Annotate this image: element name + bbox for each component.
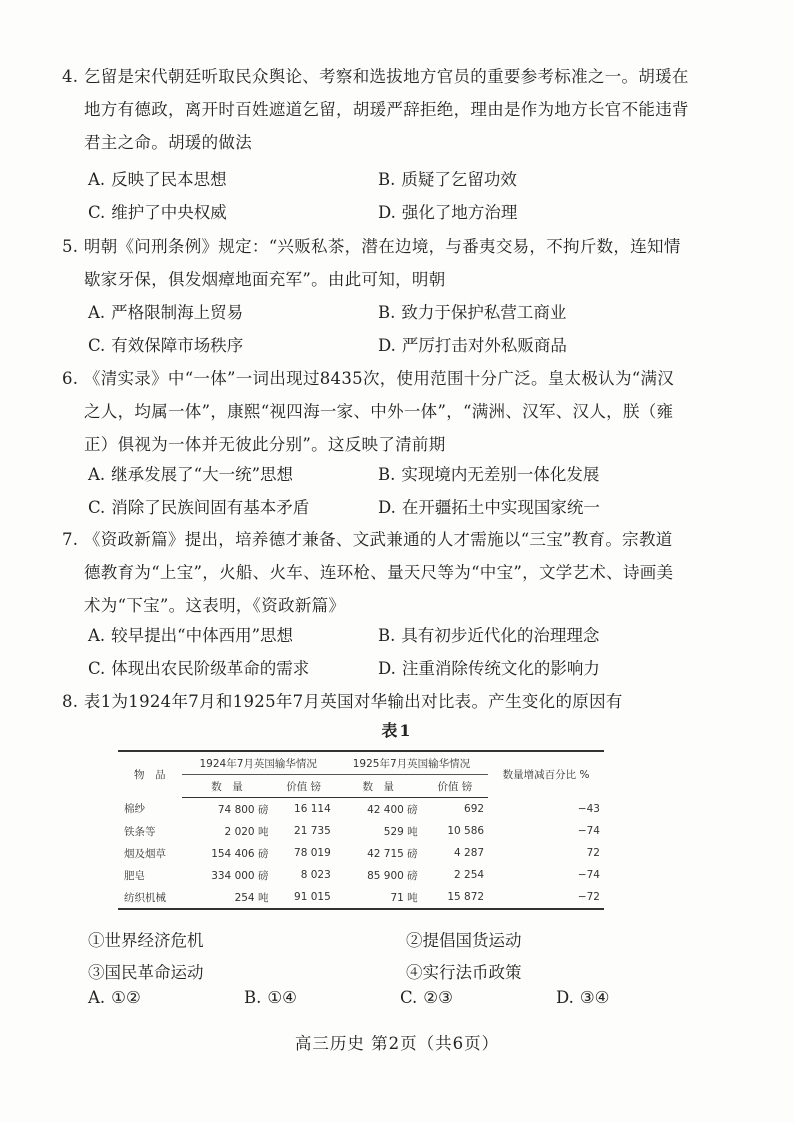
cell-value-1924: 21 735: [294, 825, 331, 837]
cell-qty-1924: 334 000 磅: [211, 869, 269, 882]
option-letter: A.: [88, 465, 106, 484]
cell-qty-1925: 529 吨: [383, 825, 418, 838]
option-d[interactable]: [378, 329, 668, 362]
cell-value-1925: 2 254: [454, 869, 485, 881]
cell-qty-1925: 42 400 磅: [367, 803, 418, 816]
option-text: ①④: [267, 988, 297, 1007]
option-text: ①②: [111, 988, 141, 1007]
header-group-1924: 1924年7月英国输华情况: [182, 751, 335, 775]
option-c[interactable]: [88, 196, 378, 229]
header-change: 数量增减百分比 %: [488, 751, 604, 798]
option-letter: C.: [88, 336, 106, 355]
cell-value-1924: 78 019: [294, 847, 331, 859]
option-text: 有效保障市场秩序: [111, 336, 244, 355]
question-number: 8.: [62, 692, 79, 711]
option-a[interactable]: [88, 619, 378, 652]
export-comparison-table: [118, 750, 604, 910]
option-text: 消除了民族间固有基本矛盾: [111, 498, 310, 517]
cell-value-1925: 4 287: [454, 847, 485, 859]
option-letter: A.: [88, 626, 106, 645]
option-letter: D.: [556, 988, 574, 1007]
table-row: [118, 886, 604, 909]
choice-2: ②提倡国货运动: [406, 931, 522, 950]
question-7-line-3: 术为“下宝”。这表明，《资政新篇》: [84, 596, 346, 615]
question-5-options: [88, 296, 668, 362]
question-5-line-2: 歇家牙保，俱发烟瘴地面充军”。由此可知，明朝: [84, 270, 446, 289]
option-d[interactable]: [378, 491, 668, 524]
question-8-options: [88, 988, 712, 1007]
question-4-line-1: [62, 60, 702, 93]
question-4-options: [88, 163, 668, 229]
option-c[interactable]: [88, 329, 378, 362]
option-letter: C.: [400, 988, 418, 1007]
option-letter: D.: [378, 336, 396, 355]
question-5: [62, 230, 702, 296]
table-row: [118, 798, 604, 821]
option-text: 致力于保护私营工商业: [401, 303, 567, 322]
option-b[interactable]: [378, 619, 668, 652]
option-text: 严厉打击对外私贩商品: [401, 336, 567, 355]
option-letter: C.: [88, 659, 106, 678]
cell-change: −74: [577, 869, 600, 881]
question-4: [62, 60, 702, 159]
cell-change: 72: [586, 847, 600, 859]
option-text: ②③: [423, 988, 453, 1007]
option-letter: B.: [378, 465, 396, 484]
option-text: 体现出农民阶级革命的需求: [111, 659, 310, 678]
question-7-line-1: [62, 523, 702, 556]
option-letter: A.: [88, 170, 106, 189]
option-text: 具有初步近代化的治理理念: [401, 626, 600, 645]
option-b[interactable]: [378, 296, 668, 329]
option-d[interactable]: [556, 988, 712, 1007]
option-text: 注重消除传统文化的影响力: [401, 659, 600, 678]
question-text: 明朝《问刑条例》规定：“兴贩私茶，潜在边境，与番夷交易，不拘斤数，连知情: [83, 237, 681, 256]
option-text: 严格限制海上贸易: [111, 303, 244, 322]
cell-qty-1924: 254 吨: [182, 886, 273, 909]
question-7: [62, 523, 702, 622]
header-value-1924: 价值 镑: [272, 775, 334, 798]
option-letter: B.: [378, 626, 396, 645]
page-footer: 高三历史 第2页（共6页）: [294, 1034, 500, 1053]
cell-item: 烟及烟草: [124, 847, 166, 860]
cell-qty-1925: 71 吨: [335, 886, 422, 909]
choice-4: ④实行法币政策: [406, 963, 522, 982]
question-text: 《资政新篇》提出，培养德才兼备、文武兼通的人才需施以“三宝”教育。宗教道: [83, 530, 673, 549]
option-text: 实现境内无差别一体化发展: [401, 465, 600, 484]
cell-change: −74: [577, 825, 600, 837]
cell-value-1924: 8 023: [300, 869, 331, 881]
cell-change: −72: [488, 886, 604, 909]
header-value-1925: 价值 镑: [422, 775, 488, 798]
table-row: [118, 820, 604, 842]
choice-3: ③国民革命运动: [88, 963, 204, 982]
question-number: 5.: [62, 237, 79, 256]
option-a[interactable]: [88, 988, 244, 1007]
cell-value-1925: 692: [464, 803, 485, 815]
option-text: 反映了民本思想: [111, 170, 227, 189]
cell-qty-1924: 74 800 磅: [217, 803, 269, 816]
cell-item: 肥皂: [124, 869, 145, 882]
option-a[interactable]: [88, 163, 378, 196]
option-b[interactable]: [378, 458, 668, 491]
question-6-options: [88, 458, 668, 524]
table-row: [118, 864, 604, 886]
cell-value-1925: 15 872: [422, 886, 488, 909]
question-6-line-3: 正）俱视为一体并无彼此分别”。这反映了清前期: [84, 435, 446, 454]
cell-qty-1924: 154 406 磅: [211, 847, 269, 860]
option-b[interactable]: [244, 988, 400, 1007]
question-6: [62, 362, 702, 461]
option-letter: D.: [378, 659, 396, 678]
option-text: ③④: [579, 988, 610, 1007]
choice-1: ①世界经济危机: [88, 931, 204, 950]
option-c[interactable]: [400, 988, 556, 1007]
option-letter: B.: [378, 170, 396, 189]
header-qty-1925: 数 量: [335, 775, 422, 798]
question-6-line-2: 之人，均属一体”，康熙“视四海一家、中外一体”，“满洲、汉军、汉人，朕（雍: [84, 402, 674, 421]
option-text: 质疑了乞留功效: [401, 170, 517, 189]
option-letter: A.: [88, 988, 106, 1007]
question-text: 表1为1924年7月和1925年7月英国对华输出对比表。产生变化的原因有: [83, 692, 623, 711]
cell-item: 纺织机械: [118, 886, 182, 909]
cell-item: 棉纱: [124, 803, 145, 816]
option-text: 强化了地方治理: [401, 203, 518, 222]
option-c[interactable]: [88, 652, 378, 685]
option-text: 在开疆拓土中实现国家统一: [401, 498, 600, 517]
option-a[interactable]: [88, 458, 378, 491]
option-letter: D.: [378, 203, 396, 222]
cell-value-1924: 91 015: [272, 886, 334, 909]
cell-item: 铁条等: [124, 825, 156, 838]
option-c[interactable]: [88, 491, 378, 524]
option-a[interactable]: [88, 296, 378, 329]
question-number: 4.: [62, 67, 79, 86]
table-title: 表1: [381, 721, 413, 740]
option-text: 继承发展了“大一统”思想: [111, 465, 294, 484]
question-5-line-1: [62, 230, 702, 263]
question-8-choices: [88, 925, 724, 989]
question-number: 7.: [62, 530, 79, 549]
question-8-line-1: [62, 685, 702, 718]
option-d[interactable]: [378, 652, 668, 685]
option-letter: C.: [88, 498, 106, 517]
option-text: 维护了中央权威: [111, 203, 227, 222]
cell-qty-1924: 2 020 吨: [224, 825, 269, 838]
option-b[interactable]: [378, 163, 668, 196]
option-text: 较早提出“中体西用”思想: [111, 626, 294, 645]
option-letter: B.: [378, 303, 396, 322]
question-7-line-2: 德教育为“上宝”，火船、火车、连环枪、量天尺等为“中宝”，文学艺术、诗画美: [84, 563, 674, 582]
question-6-line-1: [62, 362, 702, 395]
question-number: 6.: [62, 369, 79, 388]
question-4-line-2: 地方有德政，离开时百姓遮道乞留，胡瑗严辞拒绝，理由是作为地方长官不能违背: [84, 100, 689, 119]
cell-value-1924: 16 114: [294, 803, 331, 815]
cell-qty-1925: 85 900 磅: [367, 869, 418, 882]
header-group-1925: 1925年7月英国输华情况: [335, 751, 488, 775]
cell-change: −43: [577, 802, 600, 815]
option-d[interactable]: [378, 196, 668, 229]
question-7-options: [88, 619, 668, 685]
cell-value-1925: 10 586: [447, 825, 485, 837]
header-qty-1924: 数 量: [182, 775, 273, 798]
cell-qty-1925: 42 715 磅: [367, 847, 418, 860]
question-8: [62, 685, 702, 718]
question-text: 《清实录》中“一体”一词出现过8435次，使用范围十分广泛。皇太极认为“满汉: [83, 369, 675, 388]
question-text: 乞留是宋代朝廷听取民众舆论、考察和选拔地方官员的重要参考标准之一。胡瑗在: [83, 67, 689, 86]
question-4-line-3: 君主之命。胡瑗的做法: [84, 133, 252, 152]
option-letter: B.: [244, 988, 262, 1007]
option-letter: C.: [88, 203, 106, 222]
option-letter: D.: [378, 498, 396, 517]
table-row: [118, 842, 604, 864]
option-letter: A.: [88, 303, 106, 322]
header-item: 物 品: [118, 751, 182, 798]
